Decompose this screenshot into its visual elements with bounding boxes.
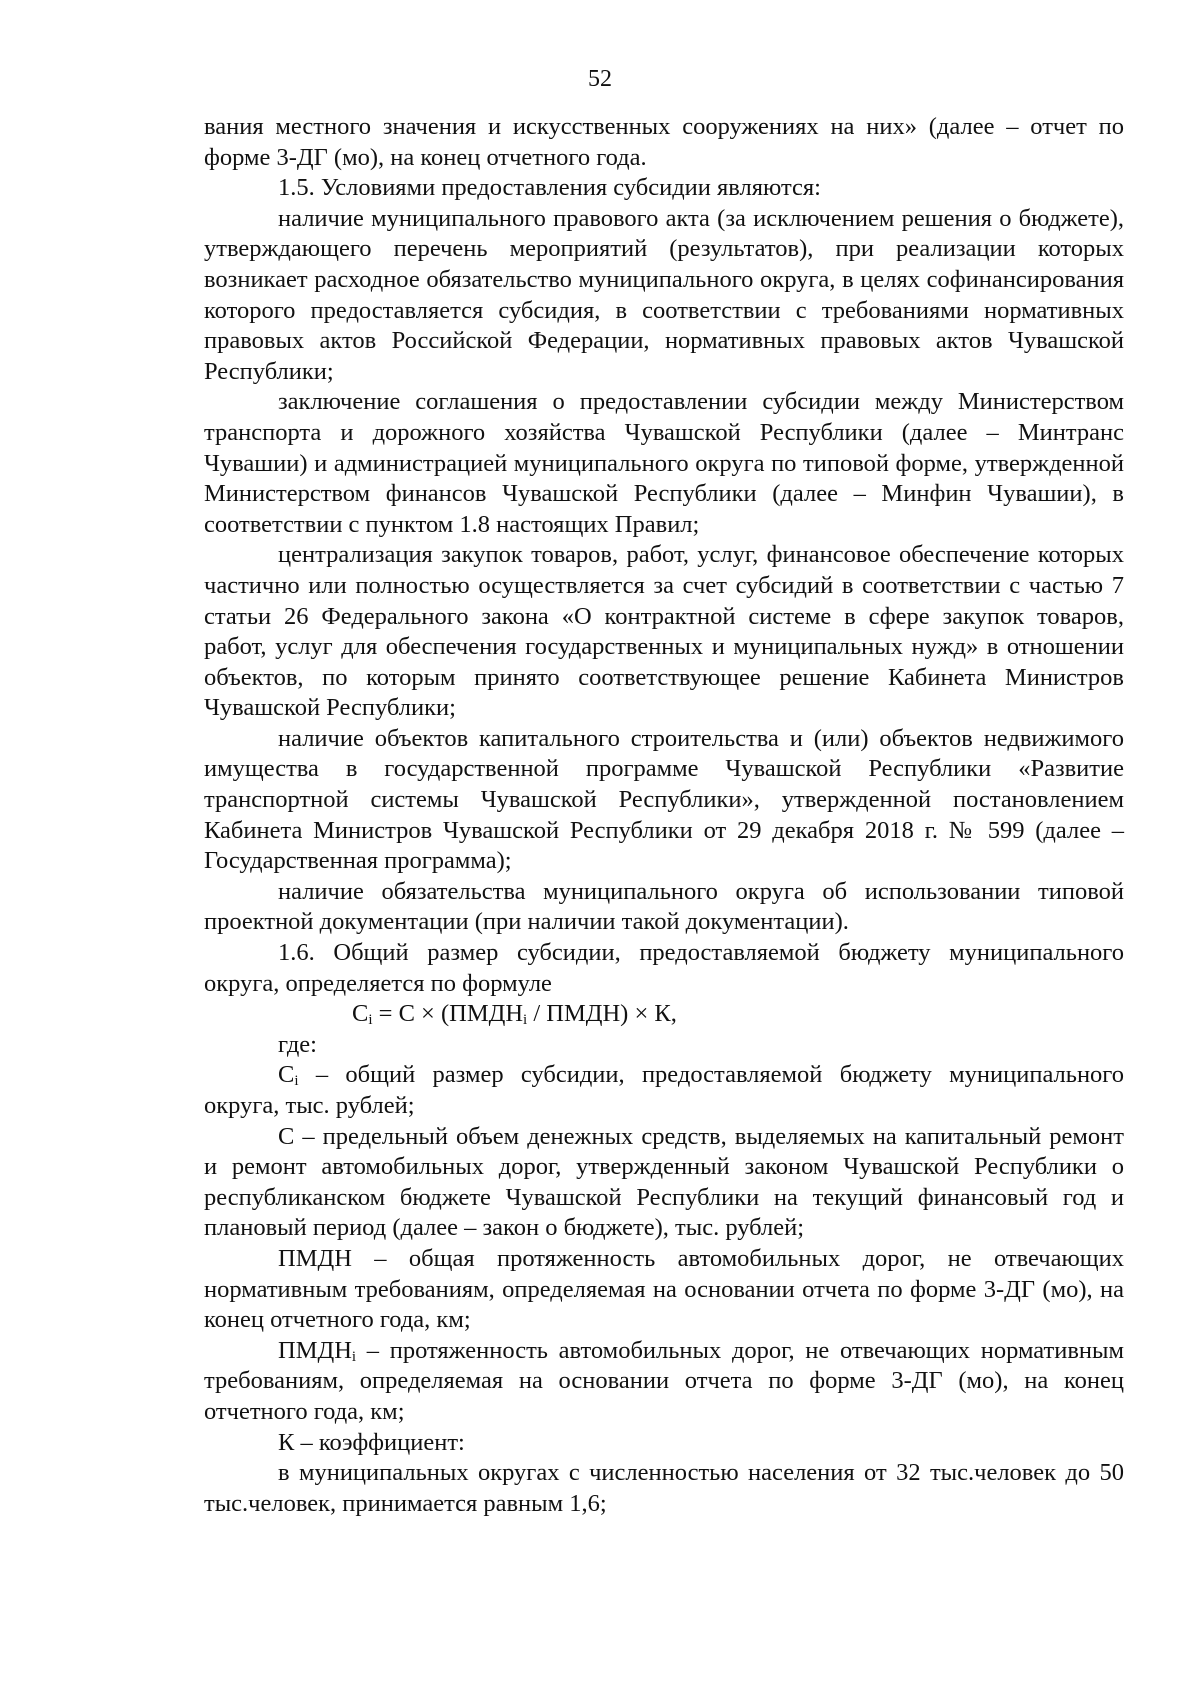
subsidy-formula bbox=[204, 999, 1124, 1030]
formula-pmdn-subscript: i bbox=[523, 1012, 528, 1029]
formula-ci-subscript: i bbox=[368, 1012, 373, 1029]
definition-ci-subscript: i bbox=[294, 1073, 299, 1090]
definition-ci-symbol: C bbox=[278, 1061, 295, 1089]
where-label: где: bbox=[278, 1030, 317, 1058]
definition-pmdni-subscript: i bbox=[351, 1348, 357, 1365]
paragraph-condition-agreement: заключение соглашения о предоставлении субсидии между Министерством транспорта и дорожного хозяйства Чувашской Республики (далее – Минтранс Чувашии) и администрацией муниципального округа по типовой форме, утвержденной Министерством финансов Чувашской Республики (далее – Минфин Чувашии), в соответствии с пунктом 1.8 настоящих Правил; bbox=[204, 388, 1124, 538]
formula-middle: = C × (ПМДН bbox=[372, 1000, 524, 1028]
definition-pmdni-symbol: ПМДН bbox=[278, 1336, 352, 1364]
formula-ci-symbol: C bbox=[352, 1000, 369, 1028]
paragraph-condition-typical-docs: наличие обязательства муниципального округа об использовании типовой проектной документации (при наличии такой документации). bbox=[204, 877, 1124, 936]
paragraph-condition-legal-act: наличие муниципального правового акта (за исключением решения о бюджете), утверждающего перечень мероприятий (результатов), при реализации которых возникает расходное обязательство муниципального округа, в целях софинансирования которого предоставляется субсидия, в соответствии с требованиями нормативных правовых актов Российской Федерации, нормативных правовых актов Чувашской Республики; bbox=[204, 204, 1124, 385]
definition-pmdn: ПМДН – общая протяженность автомобильных дорог, не отвечающих нормативным требованиям, определяемая на основании отчета по форме 3-ДГ (мо), на конец отчетного года, км; bbox=[204, 1244, 1124, 1334]
definition-ci-text: – общий размер субсидии, предоставляемой бюджету муниципального округа, тыс. рублей; bbox=[204, 1061, 1124, 1119]
formula-tail: / ПМДН) × К, bbox=[527, 1000, 677, 1028]
paragraph-section-1-5: 1.5. Условиями предоставления субсидии являются: bbox=[278, 174, 821, 202]
paragraph-condition-centralization: централизация закупок товаров, работ, услуг, финансовое обеспечение которых частично или полностью осуществляется за счет субсидий в соответствии с частью 7 статьи 26 Федерального закона «О контрактной системе в сфере закупок товаров, работ, услуг для обеспечения государственных и муниципальных нужд» в отношении объектов, по которым принято соответствующее решение Кабинета Министров Чувашской Республики; bbox=[204, 541, 1124, 722]
definition-k-case: в муниципальных округах с численностью населения от 32 тыс.человек до 50 тыс.человек, принимается равным 1,6; bbox=[204, 1459, 1124, 1517]
definition-c: С – предельный объем денежных средств, выделяемых на капитальный ремонт и ремонт автомобильных дорог, утвержденный законом Чувашской Республики о республиканском бюджете Чувашской Республики на текущий финансовый год и плановый период (далее – закон о бюджете), тыс. рублей; bbox=[204, 1122, 1124, 1242]
definition-pmdni bbox=[204, 1336, 1124, 1428]
paragraph-section-1-6: 1.6. Общий размер субсидии, предоставляемой бюджету муниципального округа, определяется по формуле bbox=[204, 939, 1124, 997]
document-body bbox=[204, 112, 1124, 1519]
paragraph-continuation: вания местного значения и искусственных сооружениях на них» (далее – отчет по форме 3-ДГ (мо), на конец отчетного года. bbox=[204, 113, 1124, 171]
definition-pmdni-text: – протяженность автомобильных дорог, не отвечающих нормативным требованиям, определяемая на основании отчета по форме 3-ДГ (мо), на конец отчетного года, км; bbox=[204, 1336, 1124, 1425]
definition-ci bbox=[204, 1060, 1124, 1121]
page-number: 52 bbox=[588, 66, 612, 92]
paragraph-condition-objects: наличие объектов капитального строительства и (или) объектов недвижимого имущества в государственной программе Чувашской Республики «Развитие транспортной системы Чувашской Республики», утвержденной постановлением Кабинета Министров Чувашской Республики от 29 декабря 2018 г. № 599 (далее – Государственная программа); bbox=[204, 724, 1124, 875]
definition-k: К – коэффициент: bbox=[278, 1428, 465, 1456]
